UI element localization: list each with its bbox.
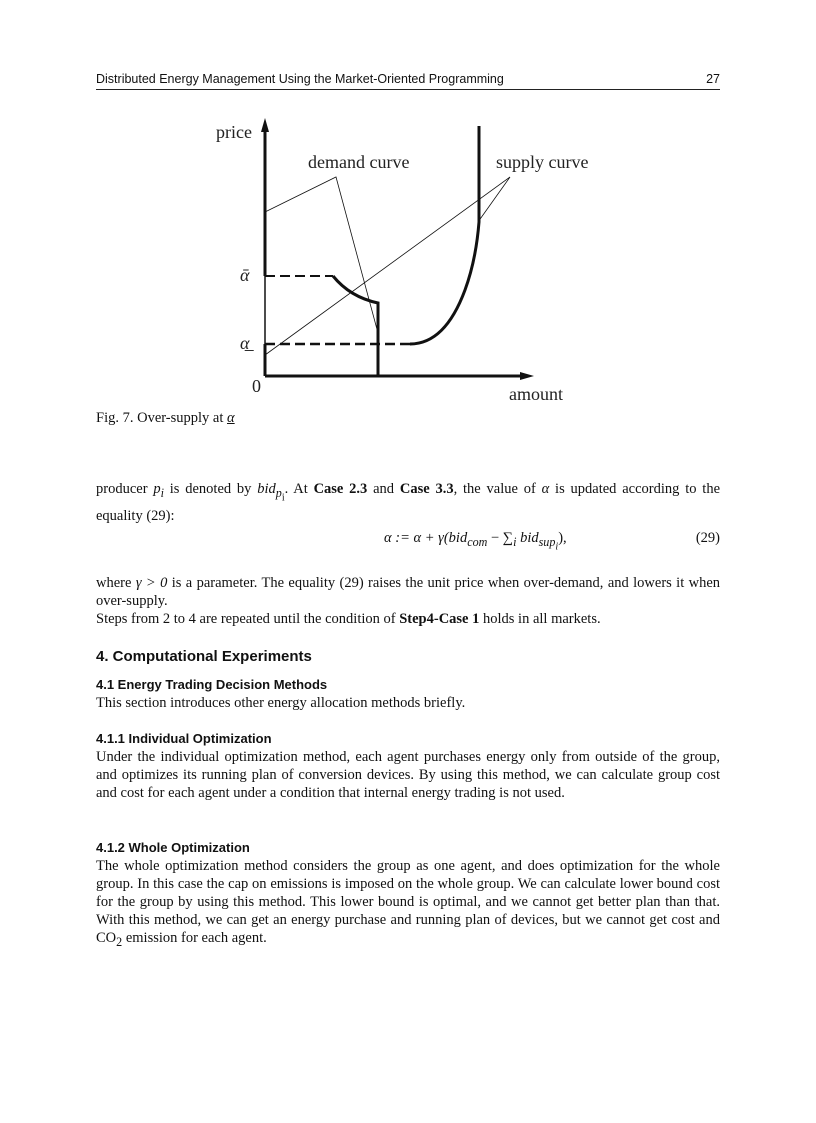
section-4-1-2-text: The whole optimization method considers the group as one agent, and does optimization for the whole group. In this case the cap on emissions is imposed on the whole group. We can calculate lower bound cost for the group by using this method. This lower bound is optimal, and we cannot get better plan than that. With this method, we can get an energy purchase and running plan of devices, but we cannot get cost and $CO_2$ emission for each agent. [96,858,720,949]
section-4-1-2-heading: 4.1.2 Whole Optimization [96,840,250,855]
paragraph-bid-update: producer $p_i$ is denoted by bid$_{p_i}$. At Case 2.3 and Case 3.3, the value of α is updated according to the equality (29): [96,481,720,525]
caption-symbol: α [227,410,235,426]
equation-body: α := $\alpha + \gamma(bid_{com} - \sum_i$ bid$_{sup_i}$), [384,530,567,553]
demand-curve-label: demand curve [308,152,410,172]
figure-caption [96,410,235,427]
demand-leader-lines [265,177,378,333]
alpha-bar-label: ᾱ [240,265,250,285]
demand-curve [333,276,378,376]
paragraph-gamma: where γ > 0 is a parameter. The equality (29) raises the unit price when over-demand, and lowers it when over-supply. Steps from 2 to 4 are repeated until the condition of Step4-Case 1 holds in all markets. [96,575,721,627]
caption-text: Fig. 7. Over-supply at [96,410,228,426]
supply-curve-label: supply curve [496,152,589,172]
alpha-under-label: α̲ [240,333,250,353]
supply-demand-diagram [0,0,816,420]
equation-number: (29) [695,530,720,546]
section-4-1-1-text: Under the individual optimization method, each agent purchases energy only from outside of the group, and optimizes its running plan of conversion devices. By using this method, we can calculate group cost and cost for each agent under a condition that internal energy trading is not used. [96,749,720,801]
origin-label: 0 [252,376,261,396]
section-4-1-1-heading: 4.1.1 Individual Optimization [96,731,272,746]
x-axis-arrow [520,372,534,380]
running-title: Distributed Energy Management Using the Market-Oriented Programming [96,72,504,86]
x-axis-label: amount [509,384,563,404]
y-axis-arrow [261,118,269,132]
section-4-1-text: This section introduces other energy allocation methods briefly. [96,695,466,711]
page-number: 27 [706,72,720,86]
supply-curve [410,126,479,344]
y-axis-label: price [216,122,252,142]
section-4-1-heading: 4.1 Energy Trading Decision Methods [96,677,328,692]
section-4-heading: 4. Computational Experiments [96,648,312,665]
